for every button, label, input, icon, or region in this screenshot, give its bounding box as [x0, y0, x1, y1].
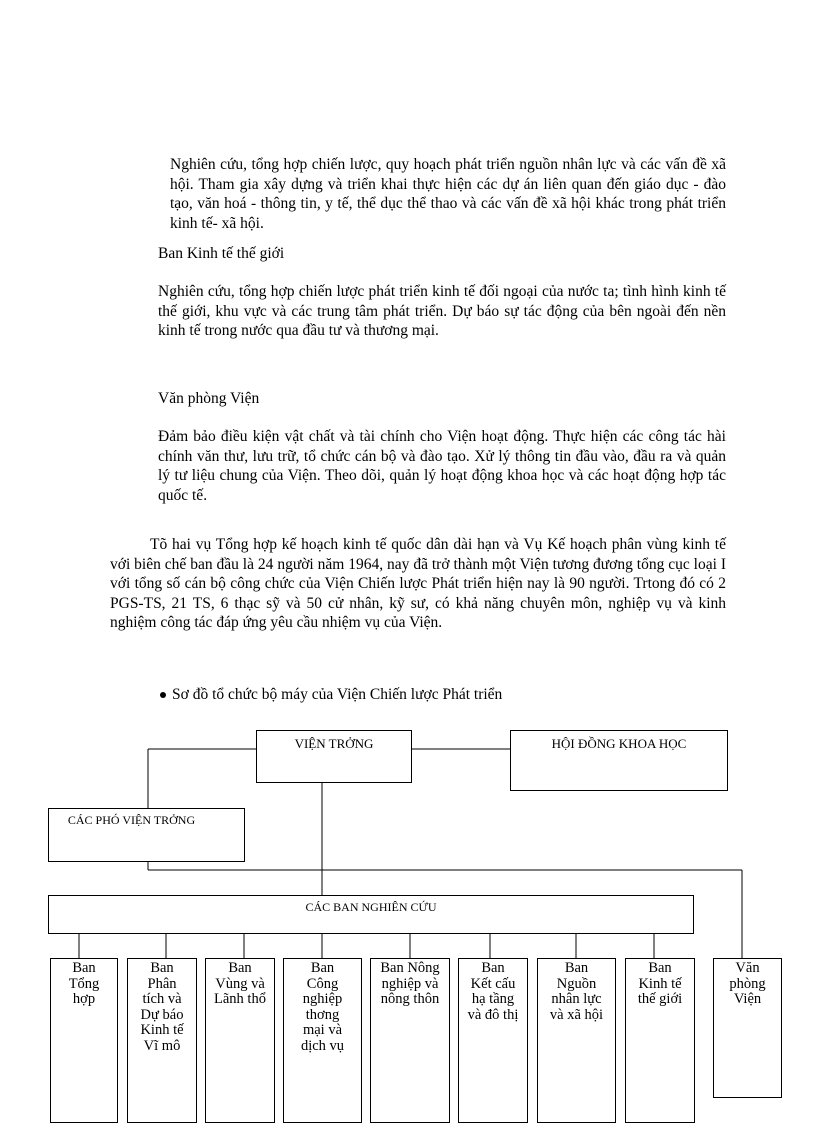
dept-label-line: Kết cấu — [470, 975, 516, 992]
dept-label-line: Kinh tế — [638, 975, 682, 992]
research-boards-box — [48, 895, 694, 934]
dept-label-line: nghiệp và — [381, 975, 439, 992]
dept-label-line: thế giới — [637, 991, 683, 1007]
dept-label-line: Ban — [310, 960, 335, 976]
dept-label-line: Ban — [228, 960, 252, 976]
dept-label-line: Ban — [564, 960, 589, 976]
heading-world-economy: Ban Kinh tế thế giới — [158, 245, 285, 262]
dept-macro-analysis — [127, 958, 197, 1123]
dept-label-line: Ban — [150, 960, 174, 976]
dept-label-line: hợp — [72, 991, 96, 1007]
dept-label-line: hạ tầng — [471, 991, 515, 1007]
dept-industry-trade — [283, 958, 362, 1123]
dept-general — [50, 958, 118, 1123]
dept-label-line: Vùng và — [215, 975, 265, 992]
deputies-label: CÁC PHÓ VIỆN TRỞNG — [67, 813, 196, 827]
research-boards-label: CÁC BAN NGHIÊN CỨU — [305, 900, 437, 914]
council-box — [510, 730, 728, 791]
dept-label-line: Nguồn — [556, 975, 597, 992]
dept-label-line: Văn — [735, 960, 760, 976]
dept-human-resources — [537, 958, 616, 1123]
dept-label-line: nông thôn — [380, 991, 440, 1007]
dept-regional — [205, 958, 275, 1123]
dept-infrastructure — [458, 958, 528, 1123]
council-label: HỘI ĐỒNG KHOA HỌC — [551, 736, 687, 751]
heading-office: Văn phòng Viện — [158, 390, 260, 407]
dept-office — [713, 958, 782, 1098]
dept-label-line: Ban Nông — [380, 960, 440, 976]
dept-label-line: Lãnh thổ — [214, 991, 266, 1007]
paragraph-office: Đảm bảo điều kiện vật chất và tài chính cho Viện hoạt động. Thực hiện các công tác hài chính văn thư, lưu trữ, tổ chức cán bộ và đào tạo. Xử lý thông tin đầu vào, đầu ra và quản lý tư liệu chung của Viện. Theo dõi, quản lý hoạt động khoa học và các hoạt động hợp tác quốc tế. — [158, 428, 726, 504]
dept-label-line: Tổng — [68, 975, 100, 992]
dept-label-line: nhân lực — [551, 991, 602, 1007]
director-label: VIỆN TRỞNG — [294, 736, 374, 751]
dept-label-line: và xã hội — [549, 1006, 604, 1023]
dept-label-line: Công — [306, 975, 339, 992]
dept-label-line: tích và — [142, 991, 182, 1007]
director-box — [256, 730, 412, 783]
paragraph-history: Tõ hai vụ Tổng hợp kế hoạch kinh tế quốc dân dài hạn và Vụ Kế hoạch phân vùng kinh tế với biên chế ban đầu là 24 người năm 1964, nay đã trở thành một Viện tương đương tổng cục loại I với tổng số cán bộ công chức của Viện Chiến lược Phát triển hiện nay là 90 người. Trtong đó có 2 PGS-TS, 21 TS, 6 thạc sỹ và 50 cử nhân, kỹ sư, có khả năng chuyên môn, nghiệp vụ và kinh nghiệm công tác đáp ứng yêu cầu nhiệm vụ của Viện. — [110, 536, 726, 631]
dept-label-line: và đô thị — [467, 1006, 519, 1023]
dept-label-line: Ban — [72, 960, 96, 976]
dept-label-line: Vĩ mô — [143, 1037, 181, 1054]
dept-label-line: Viện — [733, 991, 762, 1007]
dept-label-line: mại và — [302, 1022, 343, 1038]
dept-label-line: nghiệp — [302, 991, 343, 1007]
dept-label-line: Kinh tế — [140, 1022, 184, 1038]
dept-label-line: Ban — [481, 960, 505, 976]
bullet-text: Sơ đồ tổ chức bộ máy của Viện Chiến lược Phát triển — [172, 686, 503, 703]
dept-label-line: Phân — [147, 975, 177, 992]
paragraph-hr-research: Nghiên cứu, tổng hợp chiến lược, quy hoạch phát triển nguồn nhân lực và các vấn đề xã hội. Tham gia xây dựng và triển khai thực hiện các dự án liên quan đến giáo dục - đào tạo, văn hoá - thông tin, y tế, thể dục thể thao và các vấn đề xã hội khác trong phát triển kinh tế- xã hội. — [170, 156, 726, 232]
dept-world-economy — [625, 958, 695, 1123]
dept-label-line: Ban — [648, 960, 672, 976]
deputies-box — [48, 808, 245, 862]
dept-label-line: phòng — [729, 975, 766, 992]
dept-label-line: dịch vụ — [300, 1037, 345, 1054]
dept-agriculture — [370, 958, 450, 1123]
paragraph-world-economy: Nghiên cứu, tổng hợp chiến lược phát triển kinh tế đối ngoại của nước ta; tình hình kinh tế thế giới, khu vực và các trung tâm phát triển. Dự báo sự tác động của bên ngoài đến nền kinh tế trong nước qua đầu tư và thương mại. — [158, 283, 726, 339]
dept-label-line: thơng — [305, 1006, 340, 1023]
dept-label-line: Dự báo — [140, 1006, 184, 1023]
